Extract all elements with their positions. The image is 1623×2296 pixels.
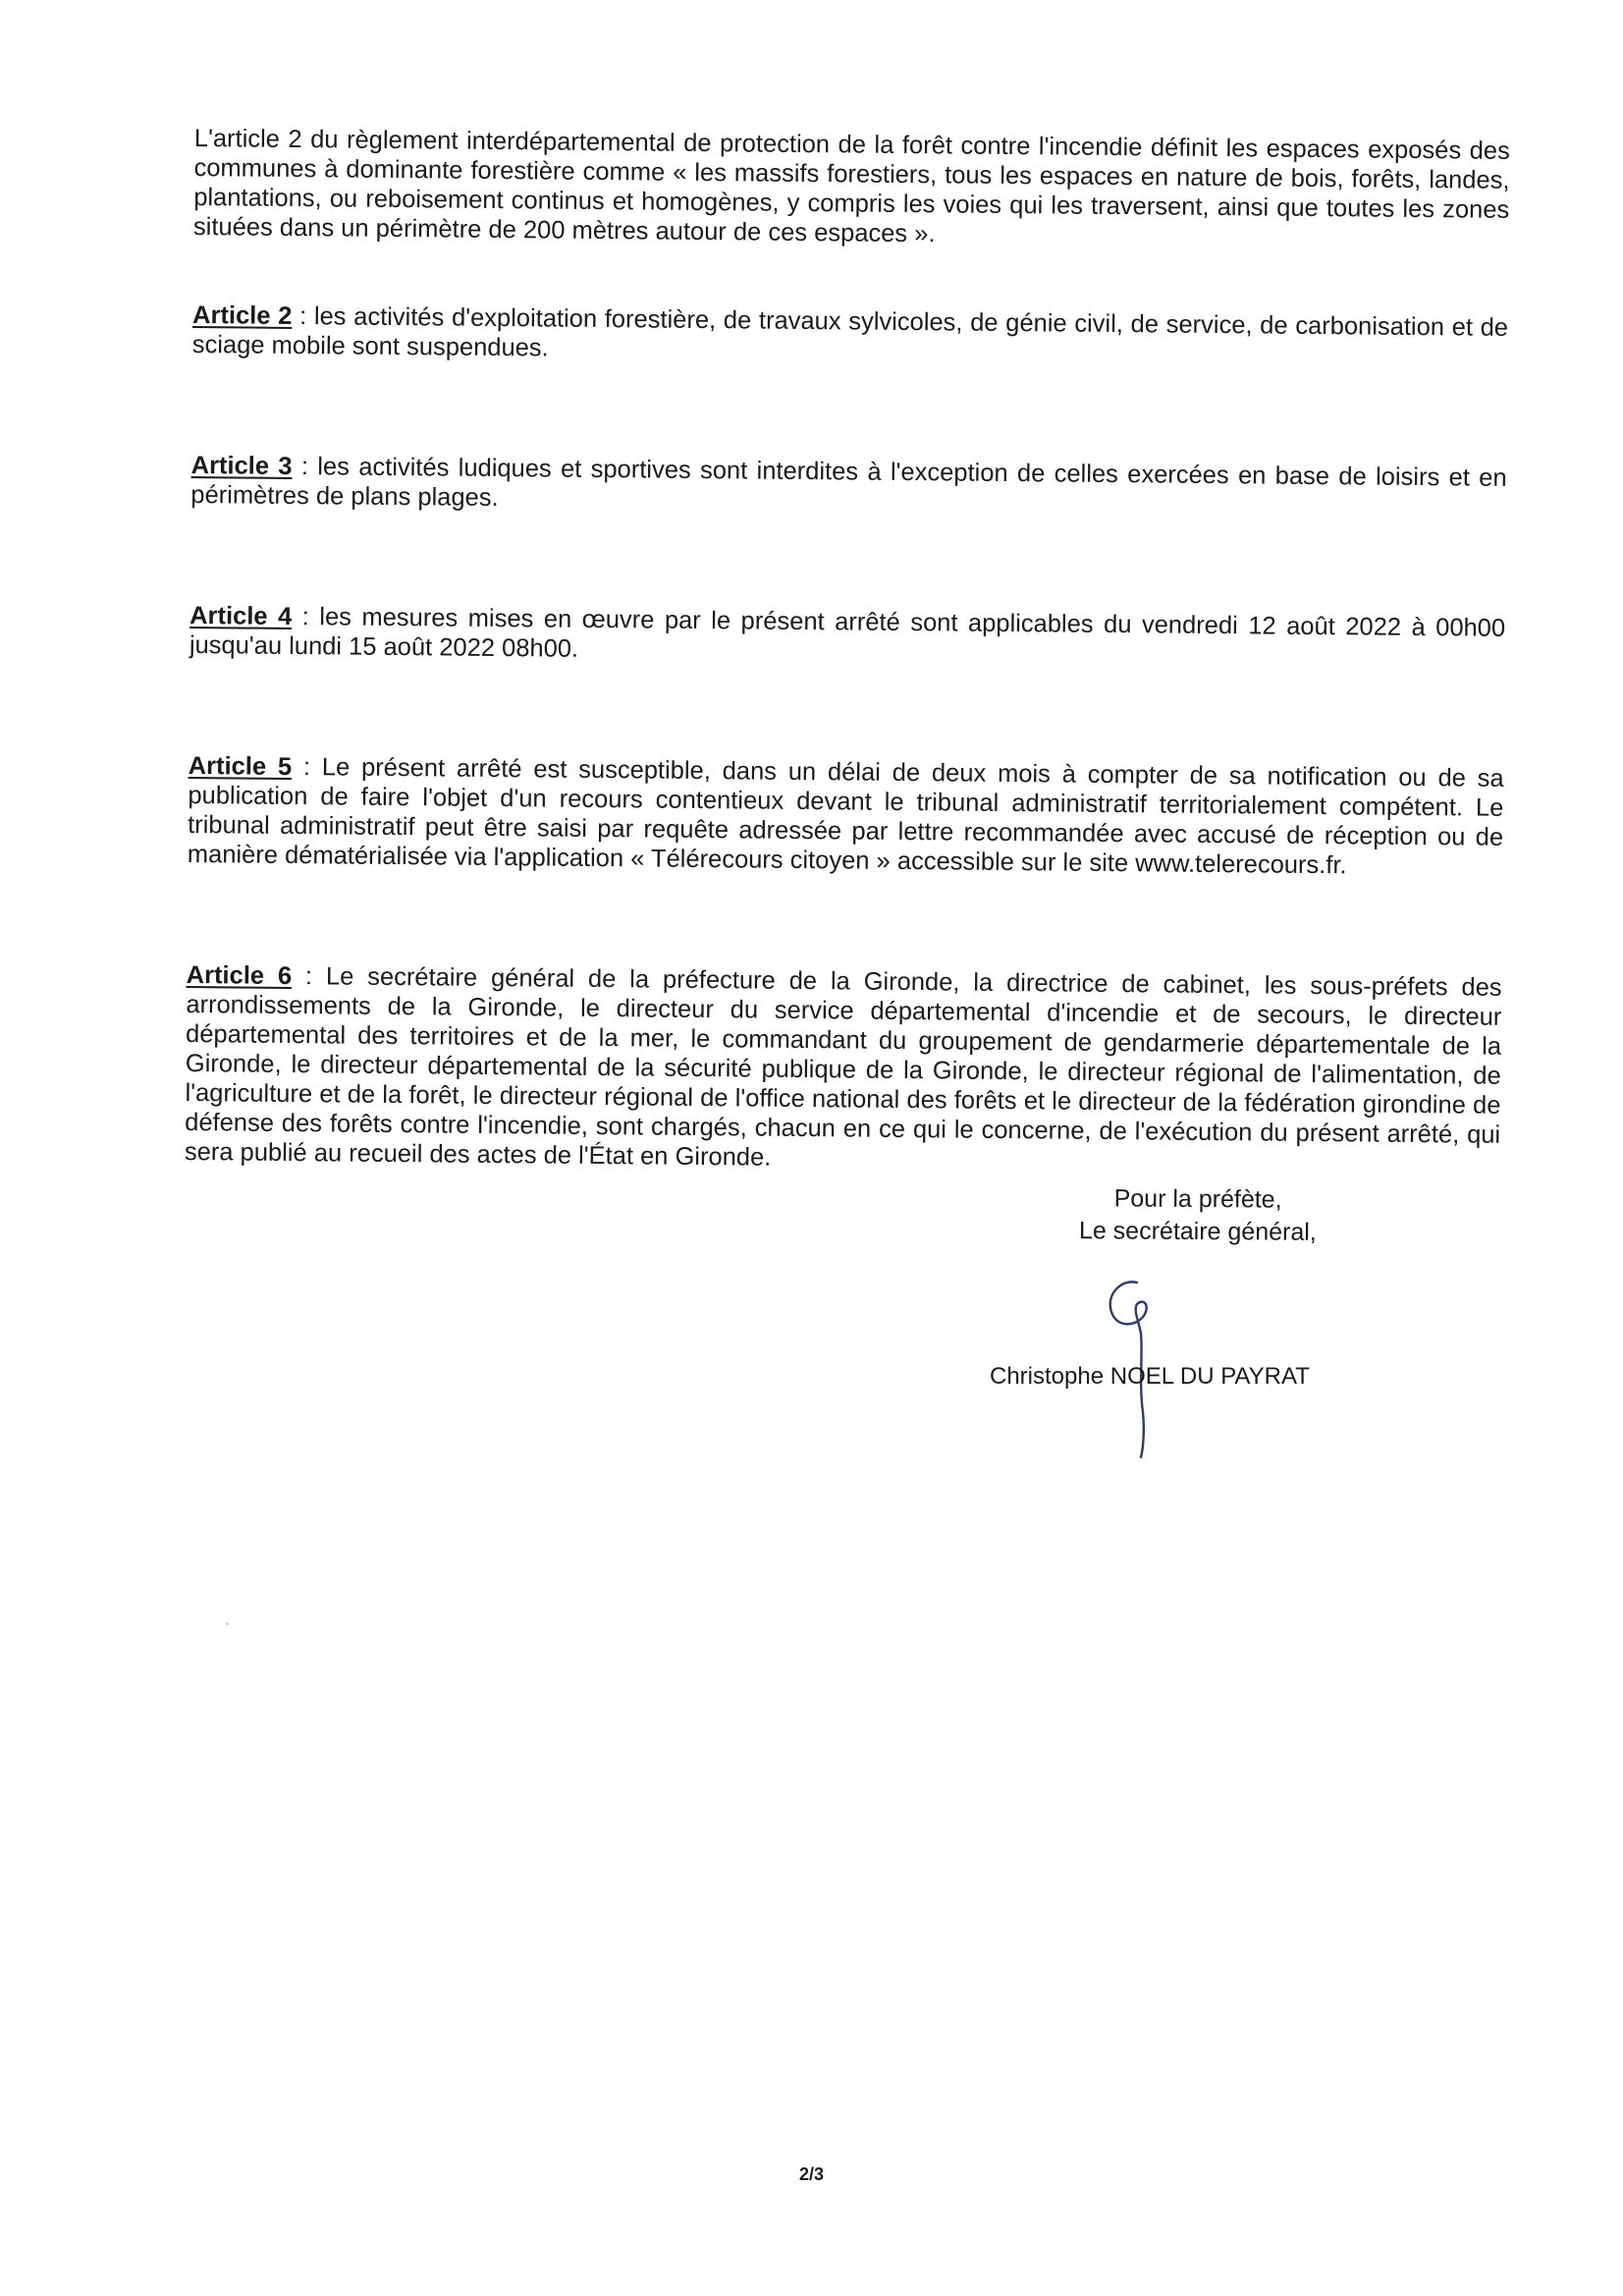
article-6-text: Le secrétaire général de la préfecture de la Gironde, la directrice de cabinet, les sous-préfets des arrondissements de la Gironde, le directeur du service départemental d'incendie et de secours, le directeur départemental des territoires et de la mer, le commandant du groupement de gendarmerie départementale de la Gironde, le directeur départemental de la sécurité publique de la Gironde, le directeur régional de l'alimentation, de l'agriculture et de la forêt, le directeur régional de l'office national des forêts et le directeur de la fédération girondine de défense des forêts contre l'incendie, sont chargés, chacun en ce qui le concerne, de l'exécution du présent arrêté, qui sera publié au recueil des actes de l'État en Gironde. bbox=[184, 962, 1502, 1172]
scan-speck bbox=[226, 1622, 229, 1625]
page-number: 2/3 bbox=[798, 2164, 825, 2184]
article-5-label: Article 5 bbox=[188, 751, 293, 781]
signatory-name: Christophe NOEL DU PAYRAT bbox=[990, 1363, 1310, 1390]
signature-line-secretaire: Le secrétaire général, bbox=[1078, 1217, 1317, 1246]
document-body bbox=[184, 124, 1510, 1271]
article-3-label: Article 3 bbox=[190, 451, 293, 480]
signature-block bbox=[1011, 1182, 1384, 1250]
article-separator: : bbox=[292, 452, 318, 481]
article-4-label: Article 4 bbox=[189, 601, 293, 630]
signature-line-prefecte: Pour la préfète, bbox=[1113, 1184, 1282, 1214]
article-separator: : bbox=[292, 602, 320, 631]
article-separator: : bbox=[292, 301, 315, 331]
article-3-paragraph bbox=[190, 451, 1507, 522]
article-2-paragraph bbox=[192, 301, 1509, 372]
article-2-label: Article 2 bbox=[191, 301, 293, 330]
article-3-text: les activités ludiques et sportives sont interdites à l'exception de celles exercées en base de loisirs et en périmètres de plans plages. bbox=[190, 453, 1507, 512]
article-6-paragraph bbox=[185, 960, 1502, 1179]
article-4-paragraph bbox=[189, 601, 1506, 673]
intro-paragraph: L'article 2 du règlement interdépartemental de protection de la forêt contre l'incendie définit les espaces exposés des communes à dominante forestière comme « les massifs forestiers, tous les espaces en nature de bois, forêts, landes, plantations, ou reboisement continus et homogènes, y compris les voies qui les traversent, ainsi que toutes les zones situées dans un périmètre de 200 mètres autour de ces espaces ». bbox=[192, 124, 1510, 248]
article-4-text: les mesures mises en œuvre par le présent arrêté sont applicables du vendredi 12 août 2022 à 00h00 jusqu'au lundi 15 août 2022 08h00. bbox=[189, 603, 1506, 663]
article-5-text: Le présent arrêté est susceptible, dans un délai de deux mois à compter de sa notification ou de sa publication de faire l'objet d'un recours contentieux devant le tribunal administratif territorialement compétent. Le tribunal administratif peut être saisi par requête adressée par lettre recommandée avec accusé de réception ou de manière dématérialisée via l'application « Télérecours citoyen » accessible sur le site www.telerecours.fr. bbox=[187, 753, 1504, 880]
article-6-label: Article 6 bbox=[186, 960, 293, 990]
article-5-paragraph bbox=[188, 751, 1504, 882]
article-separator: : bbox=[291, 752, 322, 782]
article-2-text: les activités d'exploitation forestière, de travaux sylvicoles, de génie civil, de service, de carbonisation et de sciage mobile sont suspendues. bbox=[191, 302, 1509, 362]
article-separator: : bbox=[291, 961, 327, 991]
